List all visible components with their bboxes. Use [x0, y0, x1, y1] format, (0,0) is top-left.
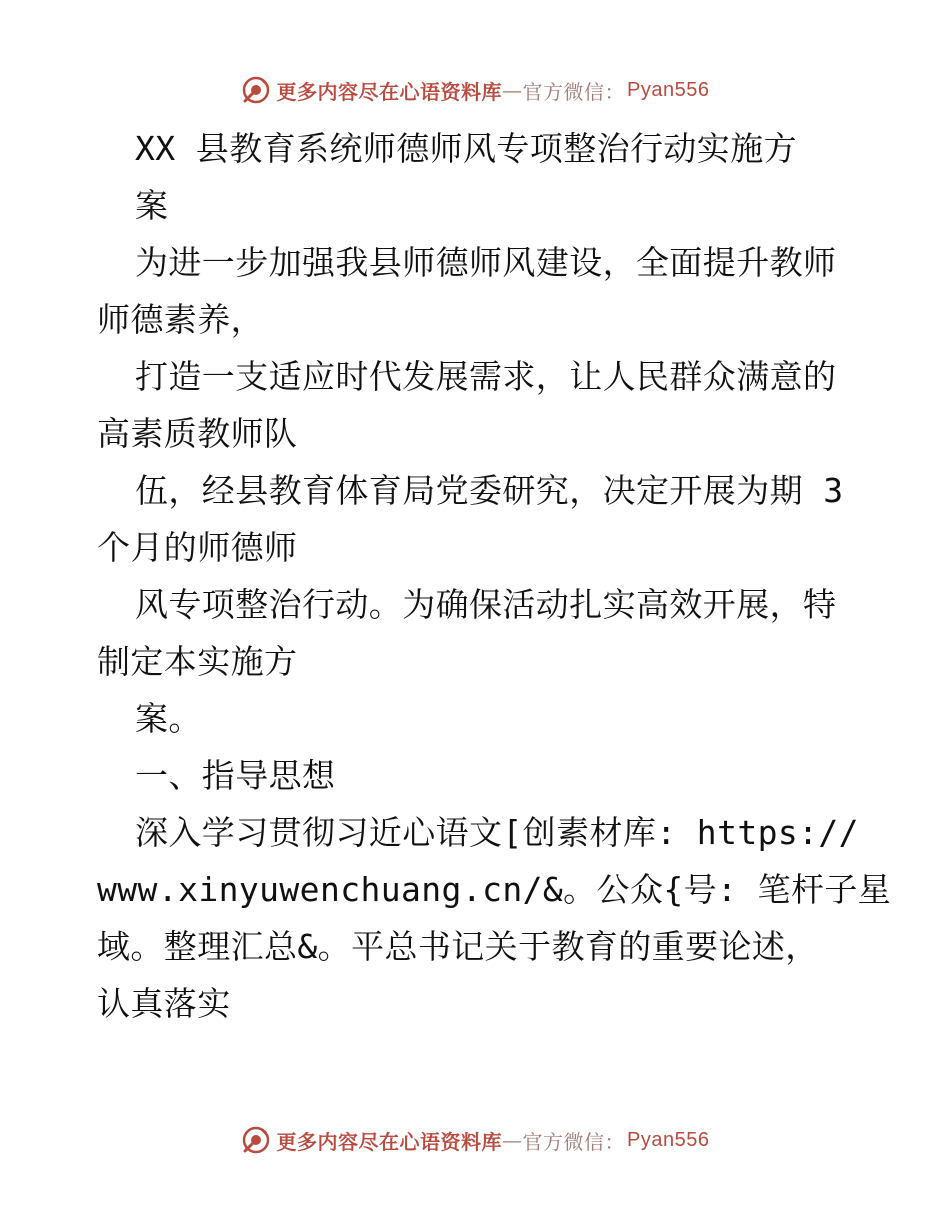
paragraph-line: 风专项整治行动。为确保活动扎实高效开展，特	[135, 585, 837, 624]
watermark-official-label: 官方微信：	[522, 1129, 626, 1154]
watermark-dash: —	[502, 1128, 523, 1152]
watermark-official-label: 官方微信：	[522, 79, 626, 104]
watermark-handle: Pyan556	[627, 1128, 710, 1151]
paragraph-line: 师德素养，	[97, 300, 264, 339]
footer-watermark-banner	[0, 1120, 950, 1160]
paragraph-line: 高素质教师队	[97, 414, 298, 453]
document-title-line-1: XX 县教育系统师德师风专项整治行动实施方	[135, 129, 798, 168]
header-watermark-banner	[0, 70, 950, 110]
section-heading: 一、指导思想	[135, 756, 336, 795]
paragraph-line: www.xinyuwenchuang.cn/&。公众{号: 笔杆子星	[97, 870, 892, 909]
pen-logo-icon	[241, 1125, 271, 1155]
watermark-promo-text: 更多内容尽在心语资料库	[276, 1129, 503, 1154]
paragraph-line: 案。	[135, 699, 202, 738]
pen-logo-icon	[241, 75, 271, 105]
paragraph-line: 域。整理汇总&。平总书记关于教育的重要论述，	[97, 927, 819, 966]
paragraph-line: 认真落实	[97, 984, 231, 1023]
watermark-dash: —	[502, 78, 523, 102]
paragraph-line: 深入学习贯彻习近心语文[创素材库: https://	[135, 813, 859, 852]
paragraph-line: 打造一支适应时代发展需求，让人民群众满意的	[135, 357, 837, 396]
document-title-line-2: 案	[135, 186, 169, 225]
paragraph-line: 为进一步加强我县师德师风建设，全面提升教师	[135, 243, 837, 282]
watermark-handle: Pyan556	[627, 78, 710, 101]
watermark-promo-text: 更多内容尽在心语资料库	[276, 79, 503, 104]
paragraph-line: 制定本实施方	[97, 642, 298, 681]
paragraph-line: 伍，经县教育体育局党委研究，决定开展为期 3	[135, 471, 844, 510]
document-body	[97, 120, 892, 1032]
paragraph-line: 个月的师德师	[97, 528, 298, 567]
